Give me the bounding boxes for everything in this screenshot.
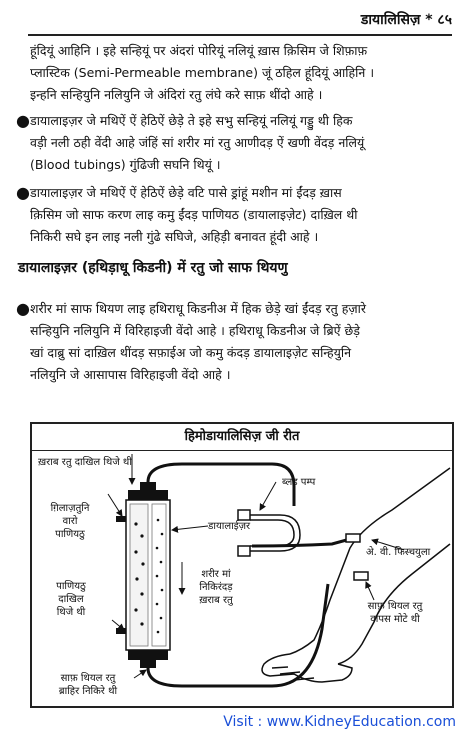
bullet-dot: ●: [16, 299, 30, 318]
text-line: सन्हियुनि नलियुनि में विरिहाइजी वेंदो आहे । हथिराधू किडनीअ जे ब्रिऐं छेड़े: [30, 323, 360, 338]
blood-pump: [238, 510, 300, 556]
label-blood-from-body: शरीर मां निकिरंदड़ ख़राब रतु: [199, 569, 233, 606]
label-clean-blood-back: साफ़ थियल रतु वापस मोटे थी: [367, 601, 423, 625]
text-line: (Blood tubings) गुंढिजी सघनि थियूं ।: [30, 157, 221, 172]
label-waste-dialysate: ग़िलाज़तुनि वारो पाणियठु: [50, 503, 90, 540]
section-heading: डायालाइज़र (हथिड़ाधू किडनी) में रतु जो साफ थियणु: [18, 260, 288, 276]
label-blood-pump: ब्लड पम्प: [282, 477, 316, 488]
text-line: डायालाइज़र जे मथिऐं ऐं हेठिऐं छेड़े वटि पासे ड्रांहूं मशीन मां ईंदड़ ख़ास: [30, 185, 342, 200]
text-line: डायालाइज़र जे मथिऐं ऐं हेठिऐं छेड़े ते इहे सभु सन्हियूं नलियूं गड्डु थी हिक: [30, 113, 353, 128]
hemodialysis-diagram: [30, 422, 454, 708]
text-line: प्लास्टिक (Semi-Permeable membrane) जूं ठहिल हूंदियूं आहिनि ।: [30, 65, 375, 80]
bullet-paragraph: [30, 298, 455, 386]
text-line: इन्हनि सन्हियुनि नलियुनि जे अंदिरां रतु लंघे करे साफ़ थींदो आहे ।: [30, 87, 323, 102]
dialyzer-cylinder: [116, 482, 170, 668]
label-dirty-blood-in: ख़राब रतु दाखिल थिजे थी: [38, 457, 132, 468]
page-header: [28, 6, 452, 36]
paragraph-continuation: [30, 40, 455, 106]
diagram-title: हिमोडायालिसिज़ जी रीत: [184, 429, 300, 444]
label-av-fistula: अे. वी. फिस्चयुला: [366, 547, 431, 558]
bullet-paragraph: [30, 110, 455, 176]
running-header: डायालिसिज़ * ८५: [360, 12, 452, 28]
label-clean-blood-out: साफ़ थियल रतु ब्राहिर निकिरे थी: [58, 673, 118, 697]
label-dialysate-in: पाणियठु दाखिल थिजे थी: [56, 581, 86, 618]
bullet-paragraph: [30, 182, 455, 248]
patient-arm: [262, 468, 450, 682]
text-line: क़िसिम जो साफ करण लाइ कमु ईंदड़ पाणियठ (डायालाइज़ेट) दाख़िल थी: [30, 207, 358, 222]
text-line: वड़ी नली ठही वेंदी आहे जंहिं सां शरीर मां रतु आणीदड़ ऐं खणी वेंदड़ नलियूं: [30, 135, 365, 150]
label-dialyzer: डायालाईज़र: [208, 521, 251, 532]
footer-website-link[interactable]: Visit : www.KidneyEducation.com: [223, 714, 456, 730]
text-line: नलियुनि जे आसापास विरिहाइजी वेंदो आहे ।: [30, 367, 231, 382]
text-line: शरीर मां साफ थियण लाइ हथिराधू किडनीअ में हिक छेड़े खां ईंदड़ रतु हज़ारे: [30, 301, 366, 316]
bullet-dot: ●: [16, 111, 30, 130]
text-line: हूंदियूं आहिनि । इहे सन्हियूं पर अंदरां पोरियूं नलियूं ख़ास क़िसिम जे शिफ़ाफ़: [30, 43, 368, 58]
bullet-dot: ●: [16, 183, 30, 202]
text-line: खां दाब्रु सां दाख़िल थींदड़ सफ़ाईअ जो कमु कंदड़ डायालाइज़ेट सन्हियुनि: [30, 345, 352, 360]
blood-tubing: [148, 464, 354, 686]
text-line: निकिरी सघे इन लाइ नली गुंढे सघिजे, अहिड़ी बनावत हूंदी आहे ।: [30, 229, 319, 244]
